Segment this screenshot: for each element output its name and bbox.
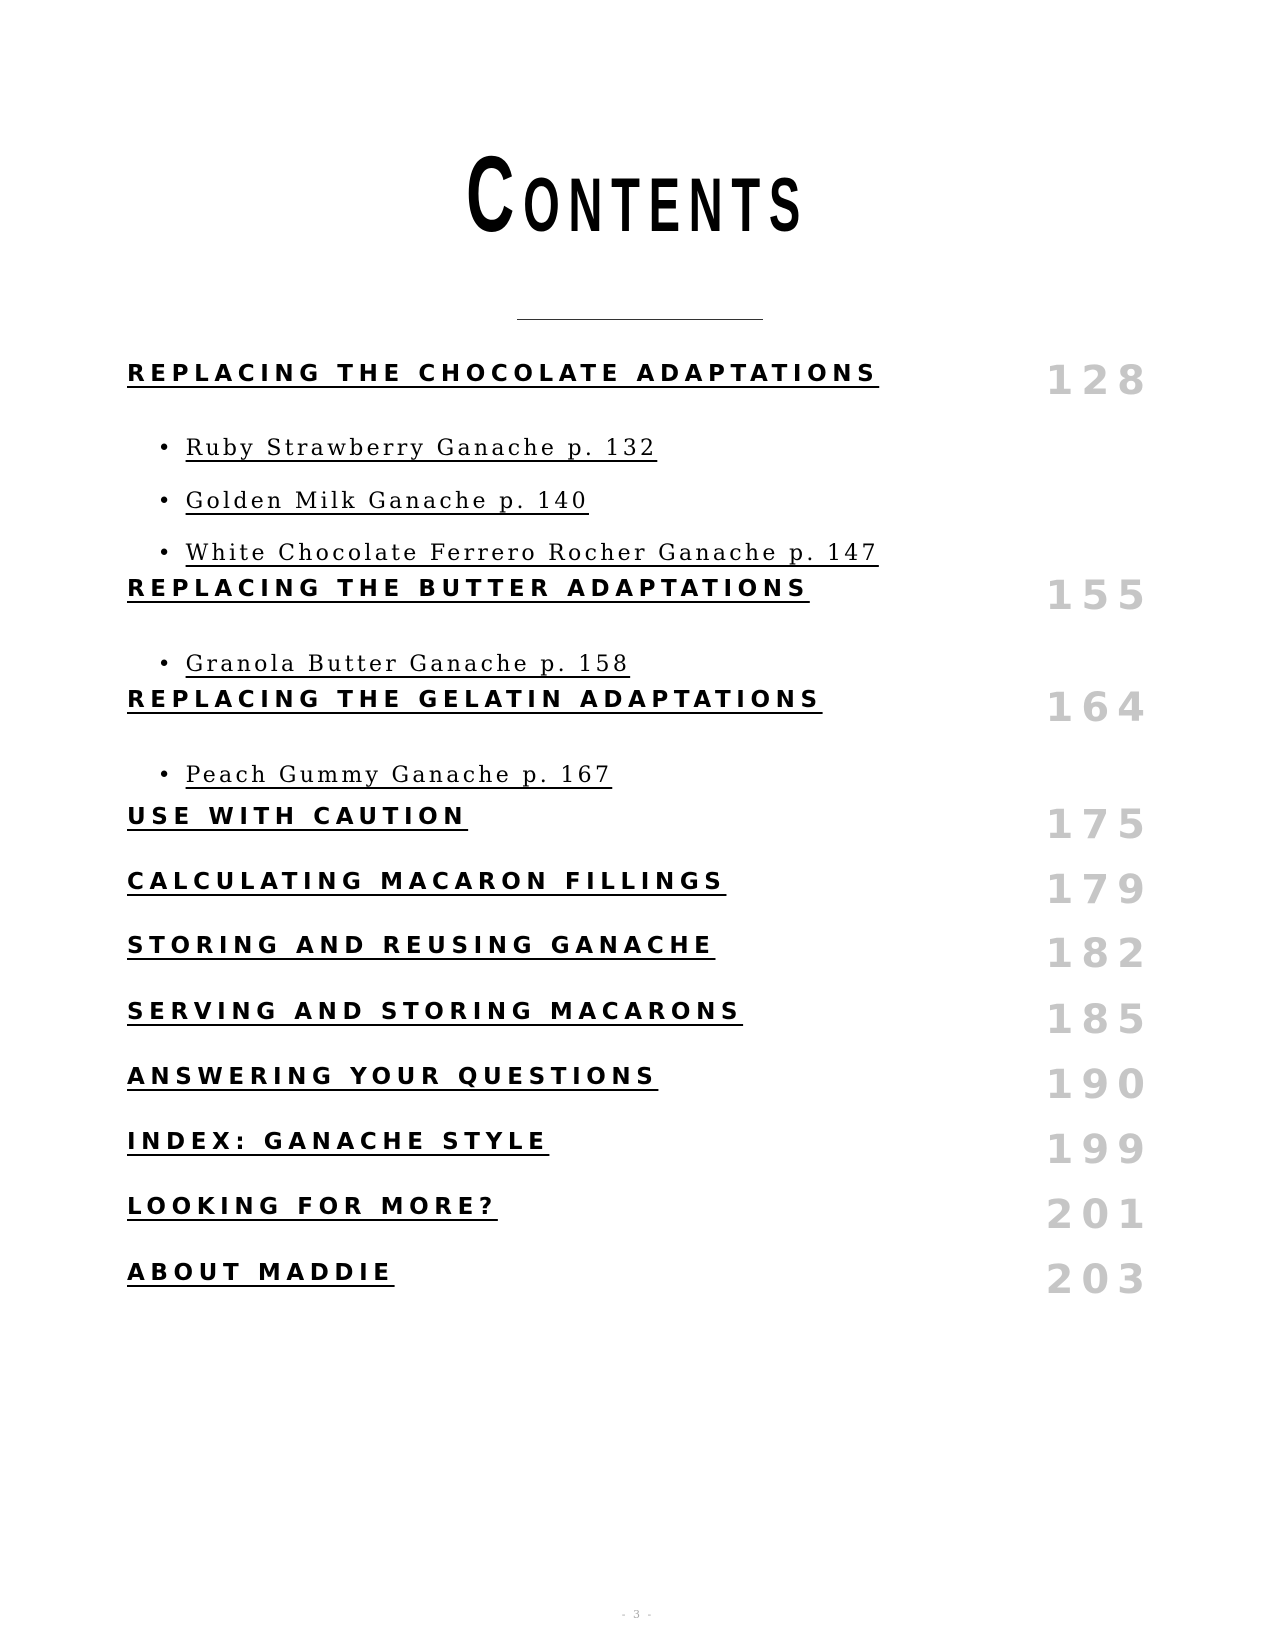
toc-section-index[interactable]: INDEX: GANACHE STYLE xyxy=(127,1129,550,1155)
toc-subitem[interactable] xyxy=(137,516,879,566)
toc-section-chocolate[interactable]: REPLACING THE CHOCOLATE ADAPTATIONS xyxy=(127,361,880,387)
toc-subitem-link[interactable]: Ruby Strawberry Ganache p. 132 xyxy=(185,436,658,461)
toc-page-number: 175 xyxy=(1045,802,1153,848)
toc-page-number: 185 xyxy=(1045,997,1153,1043)
bullet-icon: • xyxy=(157,541,174,566)
page-footer-number: - 3 - xyxy=(621,1608,654,1621)
toc-subitem-link[interactable]: Peach Gummy Ganache p. 167 xyxy=(185,763,613,788)
toc-subitem-link[interactable]: White Chocolate Ferrero Rocher Ganache p. 147 xyxy=(185,541,879,566)
toc-page-number: 128 xyxy=(1045,358,1153,404)
toc-section-storing-ganache[interactable]: STORING AND REUSING GANACHE xyxy=(127,933,716,959)
toc-page-number: 203 xyxy=(1045,1257,1153,1303)
toc-page-number: 199 xyxy=(1045,1127,1153,1173)
toc-subitem[interactable] xyxy=(137,464,589,514)
toc-page-number: 155 xyxy=(1045,573,1153,619)
toc-subitem[interactable] xyxy=(137,411,657,461)
toc-section-use-with-caution[interactable]: USE WITH CAUTION xyxy=(127,804,469,830)
toc-subitem[interactable] xyxy=(137,627,630,677)
toc-page-number: 190 xyxy=(1045,1062,1153,1108)
toc-section-butter[interactable]: REPLACING THE BUTTER ADAPTATIONS xyxy=(127,576,810,602)
toc-section-calculating-fillings[interactable]: CALCULATING MACARON FILLINGS xyxy=(127,869,727,895)
toc-section-about-maddie[interactable]: ABOUT MADDIE xyxy=(127,1260,395,1286)
bullet-icon: • xyxy=(157,652,174,677)
toc-subitem-link[interactable]: Granola Butter Ganache p. 158 xyxy=(185,652,631,677)
toc-section-serving-macarons[interactable]: SERVING AND STORING MACARONS xyxy=(127,999,744,1025)
toc-page-number: 164 xyxy=(1045,685,1153,731)
toc-section-looking-for-more[interactable]: LOOKING FOR MORE? xyxy=(127,1194,498,1220)
bullet-icon: • xyxy=(157,763,174,788)
toc-section-questions[interactable]: ANSWERING YOUR QUESTIONS xyxy=(127,1064,659,1090)
toc-page-number: 179 xyxy=(1045,867,1153,913)
bullet-icon: • xyxy=(157,436,174,461)
toc-page-number: 182 xyxy=(1045,931,1153,977)
toc-page-number: 201 xyxy=(1045,1192,1153,1238)
toc-subitem-link[interactable]: Golden Milk Ganache p. 140 xyxy=(185,489,589,514)
toc-section-gelatin[interactable]: REPLACING THE GELATIN ADAPTATIONS xyxy=(127,687,823,713)
bullet-icon: • xyxy=(157,489,174,514)
toc-subitem[interactable] xyxy=(137,738,612,788)
title-divider xyxy=(517,319,763,320)
page-title: Contents xyxy=(466,133,809,254)
